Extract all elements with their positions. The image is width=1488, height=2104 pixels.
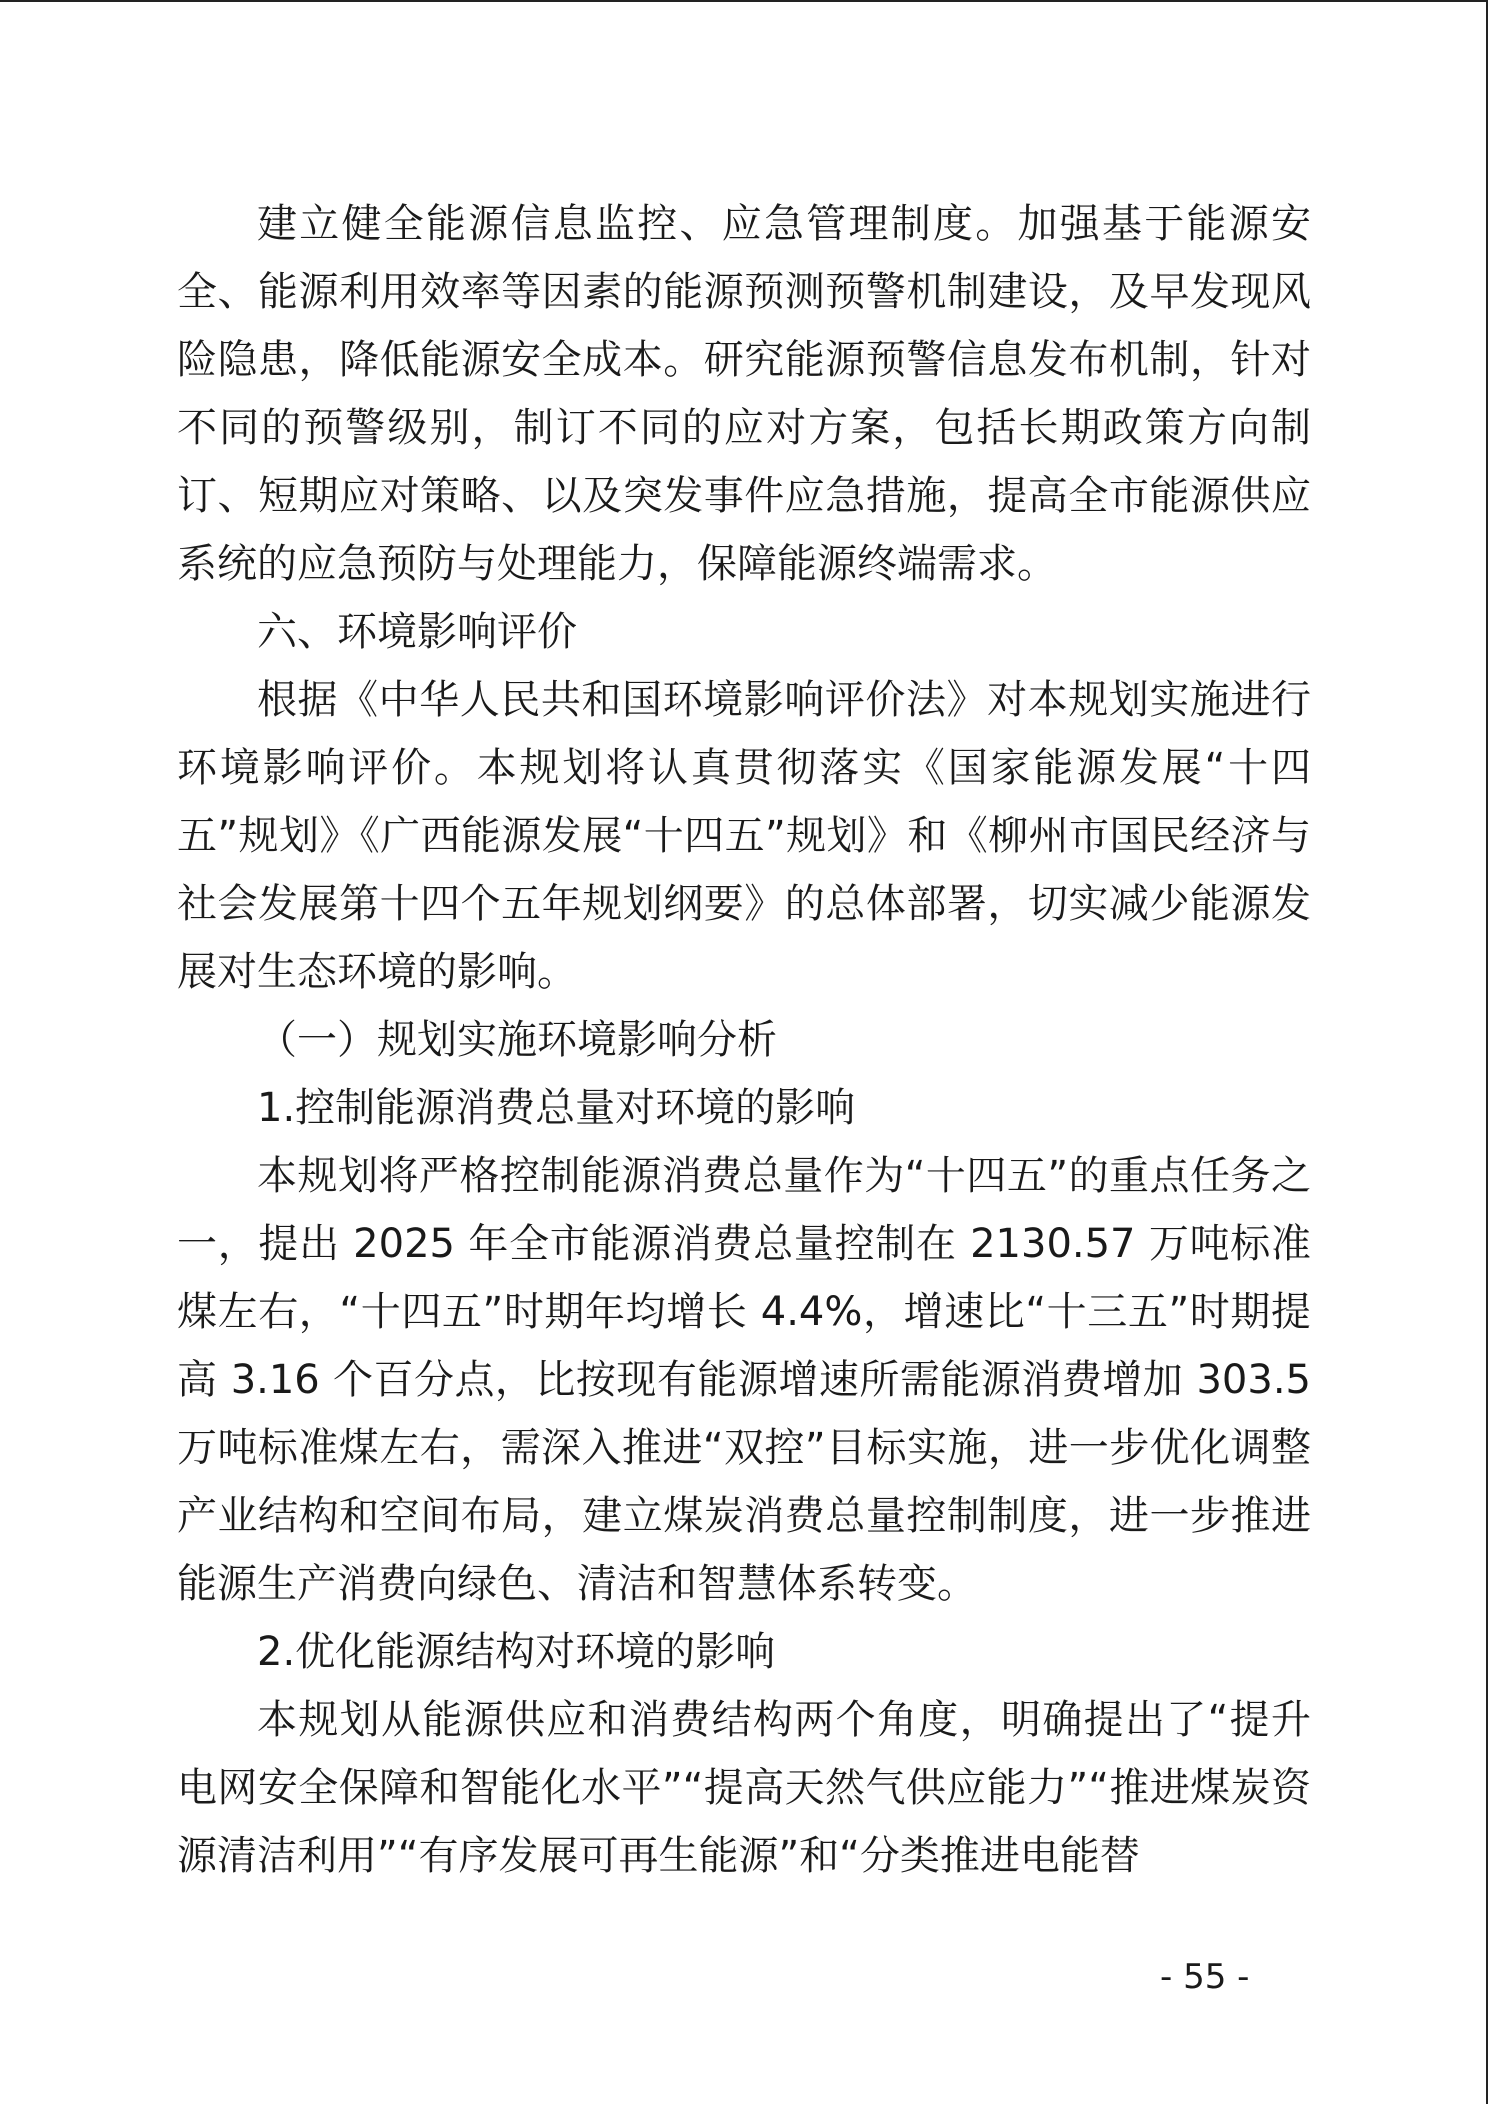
paragraph-consumption-control: 本规划将严格控制能源消费总量作为“十四五”的重点任务之一，提出 2025 年全市能源消费总量控制在 2130.57 万吨标准煤左右，“十四五”时期年均增长 4.4%，增速比“十三五”时期提高 3.16 个百分点，比按现有能源增速所需能源消费增加 303.5 万吨标准煤左右，需深入推进“双控”目标实施，进一步优化调整产业结构和空间布局，建立煤炭消费总量控制制度，进一步推进能源生产消费向绿色、清洁和智慧体系转变。 [177,1153,1311,1607]
paragraph-assessment-basis: 根据《中华人民共和国环境影响评价法》对本规划实施进行环境影响评价。本规划将认真贯彻落实《国家能源发展“十四五”规划》《广西能源发展“十四五”规划》和《柳州市国民经济与社会发展第十四个五年规划纲要》的总体部署，切实减少能源发展对生态环境的影响。 [177,677,1311,995]
subsection-heading-impact-analysis: （一）规划实施环境影响分析 [257,1017,777,1063]
item-heading-consumption-control: 1.控制能源消费总量对环境的影响 [257,1085,856,1131]
paragraph-structure-optimization: 本规划从能源供应和消费结构两个角度，明确提出了“提升电网安全保障和智能化水平”“提高天然气供应能力”“推进煤炭资源清洁利用”“有序发展可再生能源”和“分类推进电能替 [177,1697,1311,1879]
item-heading-structure-optimization: 2.优化能源结构对环境的影响 [257,1629,776,1675]
document-body [177,190,1311,1890]
page-number: - 55 - [1160,1957,1250,1997]
paragraph-energy-monitoring: 建立健全能源信息监控、应急管理制度。加强基于能源安全、能源利用效率等因素的能源预测预警机制建设，及早发现风险隐患，降低能源安全成本。研究能源预警信息发布机制，针对不同的预警级别，制订不同的应对方案，包括长期政策方向制订、短期应对策略、以及突发事件应急措施，提高全市能源供应系统的应急预防与处理能力，保障能源终端需求。 [177,201,1311,587]
section-heading-environmental-assessment: 六、环境影响评价 [257,609,577,655]
